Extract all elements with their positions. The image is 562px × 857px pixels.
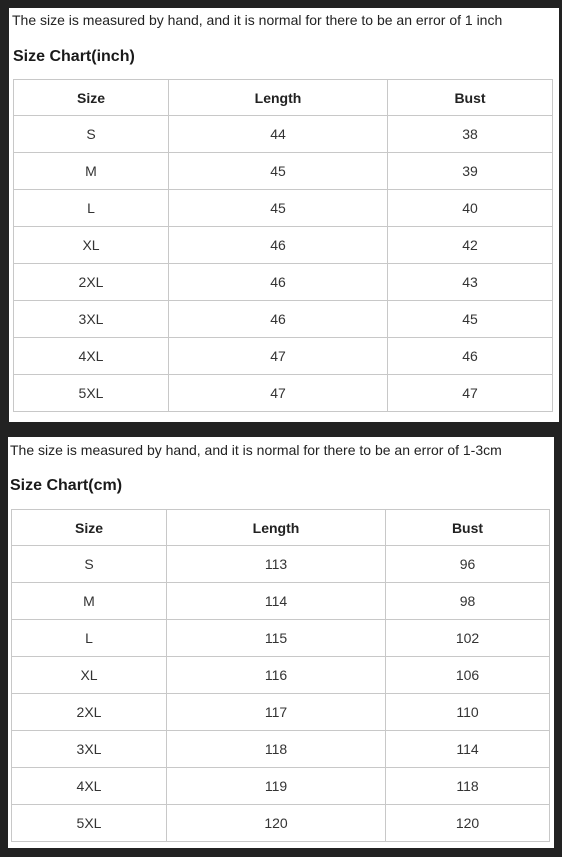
length-cell: 115	[167, 620, 386, 657]
bust-cell: 98	[386, 583, 550, 620]
size-chart-cm-panel	[8, 437, 554, 848]
bust-cell: 114	[386, 731, 550, 768]
size-cell: XL	[12, 657, 167, 694]
size-cell: 5XL	[12, 805, 167, 842]
column-header-bust: Bust	[388, 80, 553, 116]
size-cell: 2XL	[14, 264, 169, 301]
length-cell: 45	[169, 190, 388, 227]
table-row	[14, 301, 553, 338]
table-row	[14, 116, 553, 153]
size-table-cm	[11, 509, 550, 842]
length-cell: 118	[167, 731, 386, 768]
size-cell: M	[12, 583, 167, 620]
bust-cell: 43	[388, 264, 553, 301]
length-cell: 117	[167, 694, 386, 731]
table-row	[14, 338, 553, 375]
size-cell: 5XL	[14, 375, 169, 412]
table-row	[12, 731, 550, 768]
bust-cell: 39	[388, 153, 553, 190]
size-cell: S	[12, 546, 167, 583]
table-row	[12, 805, 550, 842]
length-cell: 119	[167, 768, 386, 805]
table-row	[14, 190, 553, 227]
length-cell: 47	[169, 375, 388, 412]
size-chart-inch-panel	[9, 8, 559, 422]
column-header-length: Length	[169, 80, 388, 116]
column-header-length: Length	[167, 510, 386, 546]
bust-cell: 40	[388, 190, 553, 227]
bust-cell: 38	[388, 116, 553, 153]
length-cell: 47	[169, 338, 388, 375]
length-cell: 113	[167, 546, 386, 583]
table-row	[12, 546, 550, 583]
table-row	[14, 264, 553, 301]
column-header-size: Size	[14, 80, 169, 116]
length-cell: 116	[167, 657, 386, 694]
size-chart-title: Size Chart(inch)	[13, 48, 135, 65]
measurement-note: The size is measured by hand, and it is normal for there to be an error of 1 inch	[12, 12, 503, 28]
bust-cell: 102	[386, 620, 550, 657]
size-chart-title: Size Chart(cm)	[10, 477, 123, 494]
table-row	[12, 620, 550, 657]
table-row	[12, 768, 550, 805]
length-cell: 120	[167, 805, 386, 842]
bust-cell: 42	[388, 227, 553, 264]
size-cell: L	[12, 620, 167, 657]
bust-cell: 47	[388, 375, 553, 412]
measurement-note: The size is measured by hand, and it is normal for there to be an error of 1-3cm	[10, 442, 502, 458]
size-cell: 4XL	[14, 338, 169, 375]
table-row	[12, 583, 550, 620]
length-cell: 114	[167, 583, 386, 620]
length-cell: 46	[169, 301, 388, 338]
table-row	[12, 657, 550, 694]
size-cell: M	[14, 153, 169, 190]
size-cell: S	[14, 116, 169, 153]
table-row	[12, 694, 550, 731]
bust-cell: 120	[386, 805, 550, 842]
table-row	[14, 227, 553, 264]
bust-cell: 106	[386, 657, 550, 694]
size-cell: 3XL	[14, 301, 169, 338]
size-cell: XL	[14, 227, 169, 264]
size-cell: 4XL	[12, 768, 167, 805]
size-table-inch	[13, 79, 553, 412]
table-row	[14, 153, 553, 190]
length-cell: 46	[169, 264, 388, 301]
length-cell: 44	[169, 116, 388, 153]
bust-cell: 110	[386, 694, 550, 731]
size-cell: 3XL	[12, 731, 167, 768]
bust-cell: 118	[386, 768, 550, 805]
bust-cell: 46	[388, 338, 553, 375]
column-header-size: Size	[12, 510, 167, 546]
table-header-row	[14, 80, 553, 116]
size-cell: L	[14, 190, 169, 227]
length-cell: 45	[169, 153, 388, 190]
column-header-bust: Bust	[386, 510, 550, 546]
table-header-row	[12, 510, 550, 546]
bust-cell: 96	[386, 546, 550, 583]
bust-cell: 45	[388, 301, 553, 338]
table-row	[14, 375, 553, 412]
length-cell: 46	[169, 227, 388, 264]
size-cell: 2XL	[12, 694, 167, 731]
